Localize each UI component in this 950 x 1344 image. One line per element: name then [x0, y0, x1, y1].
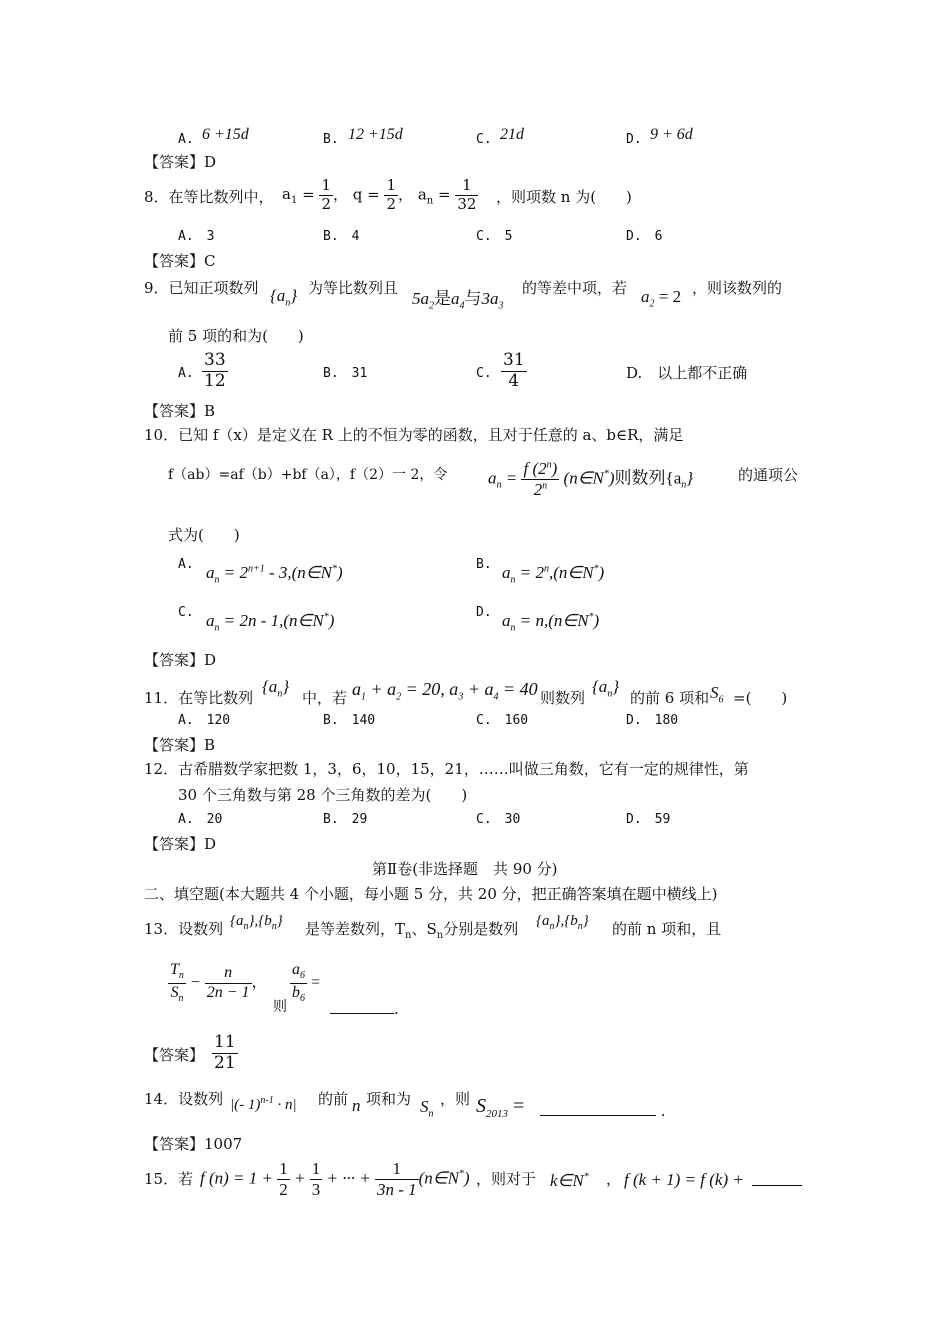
q8-answer: 【答案】C	[144, 252, 216, 270]
q15-k: k∈N*	[550, 1171, 589, 1190]
q13-stem-1: 13．设数列	[144, 920, 224, 938]
q14-stem-2: 的前	[318, 1090, 349, 1108]
section-title: 第Ⅱ卷(非选择题 共 90 分)	[372, 860, 558, 878]
q10-stem-tail: 的通项公	[738, 466, 799, 484]
q12-stem-1: 12．古希腊数学家把数 1，3，6，10，15，21，……叫做三角数，它有一定的规律性，第	[144, 760, 749, 778]
q9-condition: $5a_2$是$a_4$与$3a_3$	[412, 289, 504, 312]
q15-stem-3: ，	[606, 1170, 622, 1188]
q12-option-b: B. 29	[323, 812, 368, 827]
q7-option-b-label: B.	[323, 132, 339, 147]
q10-answer: 【答案】D	[144, 651, 217, 669]
q9-stem-2: 为等比数列且	[308, 279, 399, 297]
q7-option-d-label: D.	[626, 132, 642, 147]
q10-option-c-label: C.	[178, 605, 194, 620]
q9-option-a: $\frac{33}{12}$	[204, 350, 226, 391]
q12-option-c: C. 30	[476, 812, 521, 827]
q11-option-d: D. 180	[626, 713, 679, 728]
q7-option-a: 6 +15d	[202, 126, 249, 143]
q8-stem-suffix: ，则项数 n 为( )	[496, 188, 632, 206]
q12-option-a: A. 20	[178, 812, 223, 827]
q9-stem-1: 9．已知正项数列	[144, 279, 259, 297]
q11-option-b: B. 140	[323, 713, 376, 728]
q14-term: |(- 1)$^{n-1}$ · n|	[230, 1095, 297, 1113]
q14-stem-3: 项和为	[366, 1090, 412, 1108]
q13-blank[interactable]: .	[330, 1002, 399, 1017]
q13-seqs: $\{a_n\},\{b_n\}$	[230, 913, 283, 932]
q10-stem-3: 式为( )	[168, 526, 240, 544]
q11-stem-4: 的前 6 项和	[630, 689, 710, 707]
q9-seq: $\{a_n\}$	[270, 286, 298, 309]
q11-option-a: A. 120	[178, 713, 231, 728]
q15-recurrence: f (k + 1) = f (k) +	[624, 1170, 744, 1189]
q10-definition: $a_n$ = $\frac{f (2^n)}{2^n}$ (n∈N*)则数列$\{a_n\}$	[488, 459, 694, 499]
q13-stem-2: 是等差数列，$T_n$、$S_n$分别是数列	[305, 920, 519, 941]
q15-f: f (n) = 1 + $\frac{1}{2}$ + $\frac{1}{3}$ + ··· + $\frac{1}{3n - 1}$ (n∈N*)	[200, 1159, 470, 1199]
q9-option-c: $\frac{31}{4}$	[503, 350, 525, 391]
q15-stem-1: 15．若	[144, 1170, 194, 1188]
q9-option-d: D. 以上都不正确	[626, 364, 748, 382]
q9-option-a-label: A.	[178, 366, 194, 381]
q14-stem-4: ，则	[440, 1090, 471, 1108]
q7-option-c-label: C.	[476, 132, 492, 147]
q7-option-a-label: A.	[178, 132, 194, 147]
q14-sn: $S_n$	[420, 1097, 434, 1120]
q8-option-a: A. 3	[178, 229, 215, 244]
q8-option-d: D. 6	[626, 229, 663, 244]
q10-option-b-label: B.	[476, 557, 492, 572]
q14-s2013: $S_{2013}$ =	[476, 1095, 525, 1120]
q10-stem-1: 10．已知 f（x）是定义在 R 上的不恒为零的函数，且对于任意的 a、b∈R，满足	[144, 426, 684, 444]
section-instructions: 二、填空题(本大题共 4 个小题，每小题 5 分，共 20 分，把正确答案填在题中横线上)	[144, 885, 718, 903]
q7-option-d: 9 + 6d	[650, 126, 693, 143]
q13-answer-label: 【答案】	[144, 1046, 205, 1064]
q11-s6: $S_6$	[710, 683, 724, 706]
q14-blank[interactable]: .	[540, 1104, 666, 1119]
q10-stem-2: f（ab）=af（b）+bf（a），f（2）一 2，令	[168, 467, 448, 483]
q9-answer: 【答案】B	[144, 402, 216, 420]
q14-n: n	[352, 1096, 361, 1115]
q13-ratio: $\frac{a_6}{b_6}$ =	[292, 961, 321, 1004]
q10-option-a-label: A.	[178, 557, 194, 572]
q13-condition: $\frac{T_n}{S_n}$ − $\frac{n}{2n - 1}$ ，	[170, 961, 268, 1004]
q15-blank[interactable]	[752, 1174, 802, 1189]
q11-seq: $\{a_n\}$	[262, 677, 290, 700]
q10-option-a: $a_n = 2^{n+1}$ - 3,(n∈N*)	[206, 563, 343, 586]
q11-stem-2: 中，若	[302, 689, 348, 707]
q10-option-b: $a_n$ = $2^n,(n\in N^*)$	[502, 563, 605, 586]
q15-stem-2: ，则对于	[476, 1170, 537, 1188]
q9-stem-3: 的等差中项，若	[522, 279, 628, 297]
q8-a1: $a_1$	[282, 185, 298, 207]
q7-answer: 【答案】D	[144, 153, 217, 171]
q10-option-d: $a_n$ = n,(n∈N*)	[502, 611, 600, 634]
q11-stem-1: 11．在等比数列	[144, 689, 254, 707]
q8-option-c: C. 5	[476, 229, 513, 244]
q10-option-d-label: D.	[476, 605, 492, 620]
q12-stem-2: 30 个三角数与第 28 个三角数的差为( )	[178, 786, 468, 804]
q8-conditions: $a_1$ = $\frac{1}{2}$ ， q = $\frac{1}{2}$ ， $a_n$ = $\frac{1}{32}$	[282, 176, 477, 213]
q7-option-b: 12 +15d	[348, 126, 403, 143]
q13-answer-value: $\frac{11}{21}$	[214, 1032, 236, 1073]
q8-stem: 8．在等比数列中，	[144, 188, 274, 206]
q13-then: 则	[273, 999, 287, 1015]
q9-stem-line2: 前 5 项的和为( )	[168, 327, 304, 345]
q12-option-d: D. 59	[626, 812, 671, 827]
q9-option-c-label: C.	[476, 366, 492, 381]
q13-stem-3: 的前 n 项和，且	[612, 920, 722, 938]
q11-option-c: C. 160	[476, 713, 529, 728]
q11-stem-3: 则数列	[540, 689, 586, 707]
q8-option-b: B. 4	[323, 229, 360, 244]
q11-answer: 【答案】B	[144, 736, 216, 754]
q14-stem-1: 14．设数列	[144, 1090, 224, 1108]
q9-stem-4: ，则该数列的	[692, 279, 783, 297]
q12-answer: 【答案】D	[144, 835, 217, 853]
q14-answer: 【答案】1007	[144, 1135, 243, 1153]
q11-condition: $a_1 + a_2 = 20$, $a_3 + a_4 = 40$	[352, 679, 538, 703]
q10-option-c: $a_n = 2n$ - 1,(n∈N*)	[206, 611, 335, 634]
q13-seqs-2: $\{a_n\},\{b_n\}$	[536, 913, 589, 932]
q7-option-c: 21d	[500, 126, 524, 143]
q9-a2: $a_2 = 2$	[641, 287, 682, 310]
q11-stem-5: =( )	[733, 689, 788, 707]
q9-option-b: B. 31	[323, 366, 368, 381]
q11-seq-2: $\{a_n\}$	[592, 677, 620, 700]
